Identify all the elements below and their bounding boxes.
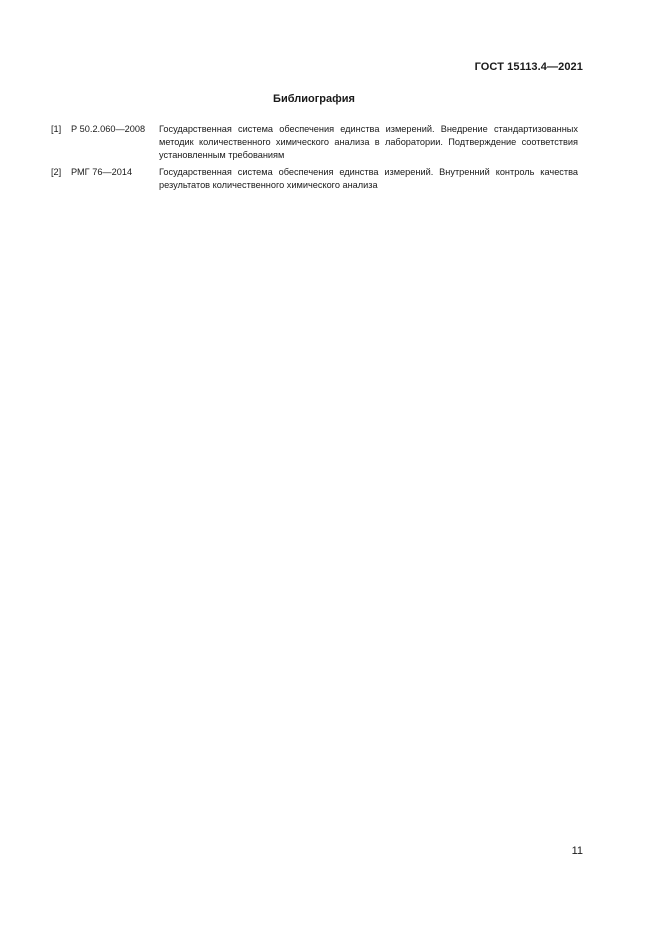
page-number: 11 — [571, 845, 583, 857]
bibliography-list — [51, 123, 578, 196]
standard-code-header: ГОСТ 15113.4—2021 — [474, 61, 583, 73]
bibliography-entry — [51, 166, 578, 192]
entry-description: Государственная система обеспечения единства измерений. Внедрение стандартизованных методик количественного химического анализа в лаборатории. Подтверждение соответствия установленным требованиям — [159, 124, 578, 160]
entry-number: [1] — [51, 124, 62, 134]
entry-number: [2] — [51, 167, 62, 177]
entry-code: РМГ 76—2014 — [71, 167, 133, 177]
entry-code: Р 50.2.060—2008 — [71, 124, 146, 134]
bibliography-title: Библиография — [273, 93, 355, 105]
entry-description: Государственная система обеспечения единства измерений. Внутренний контроль качества результатов количественного химического анализа — [159, 167, 578, 190]
bibliography-entry — [51, 123, 578, 162]
